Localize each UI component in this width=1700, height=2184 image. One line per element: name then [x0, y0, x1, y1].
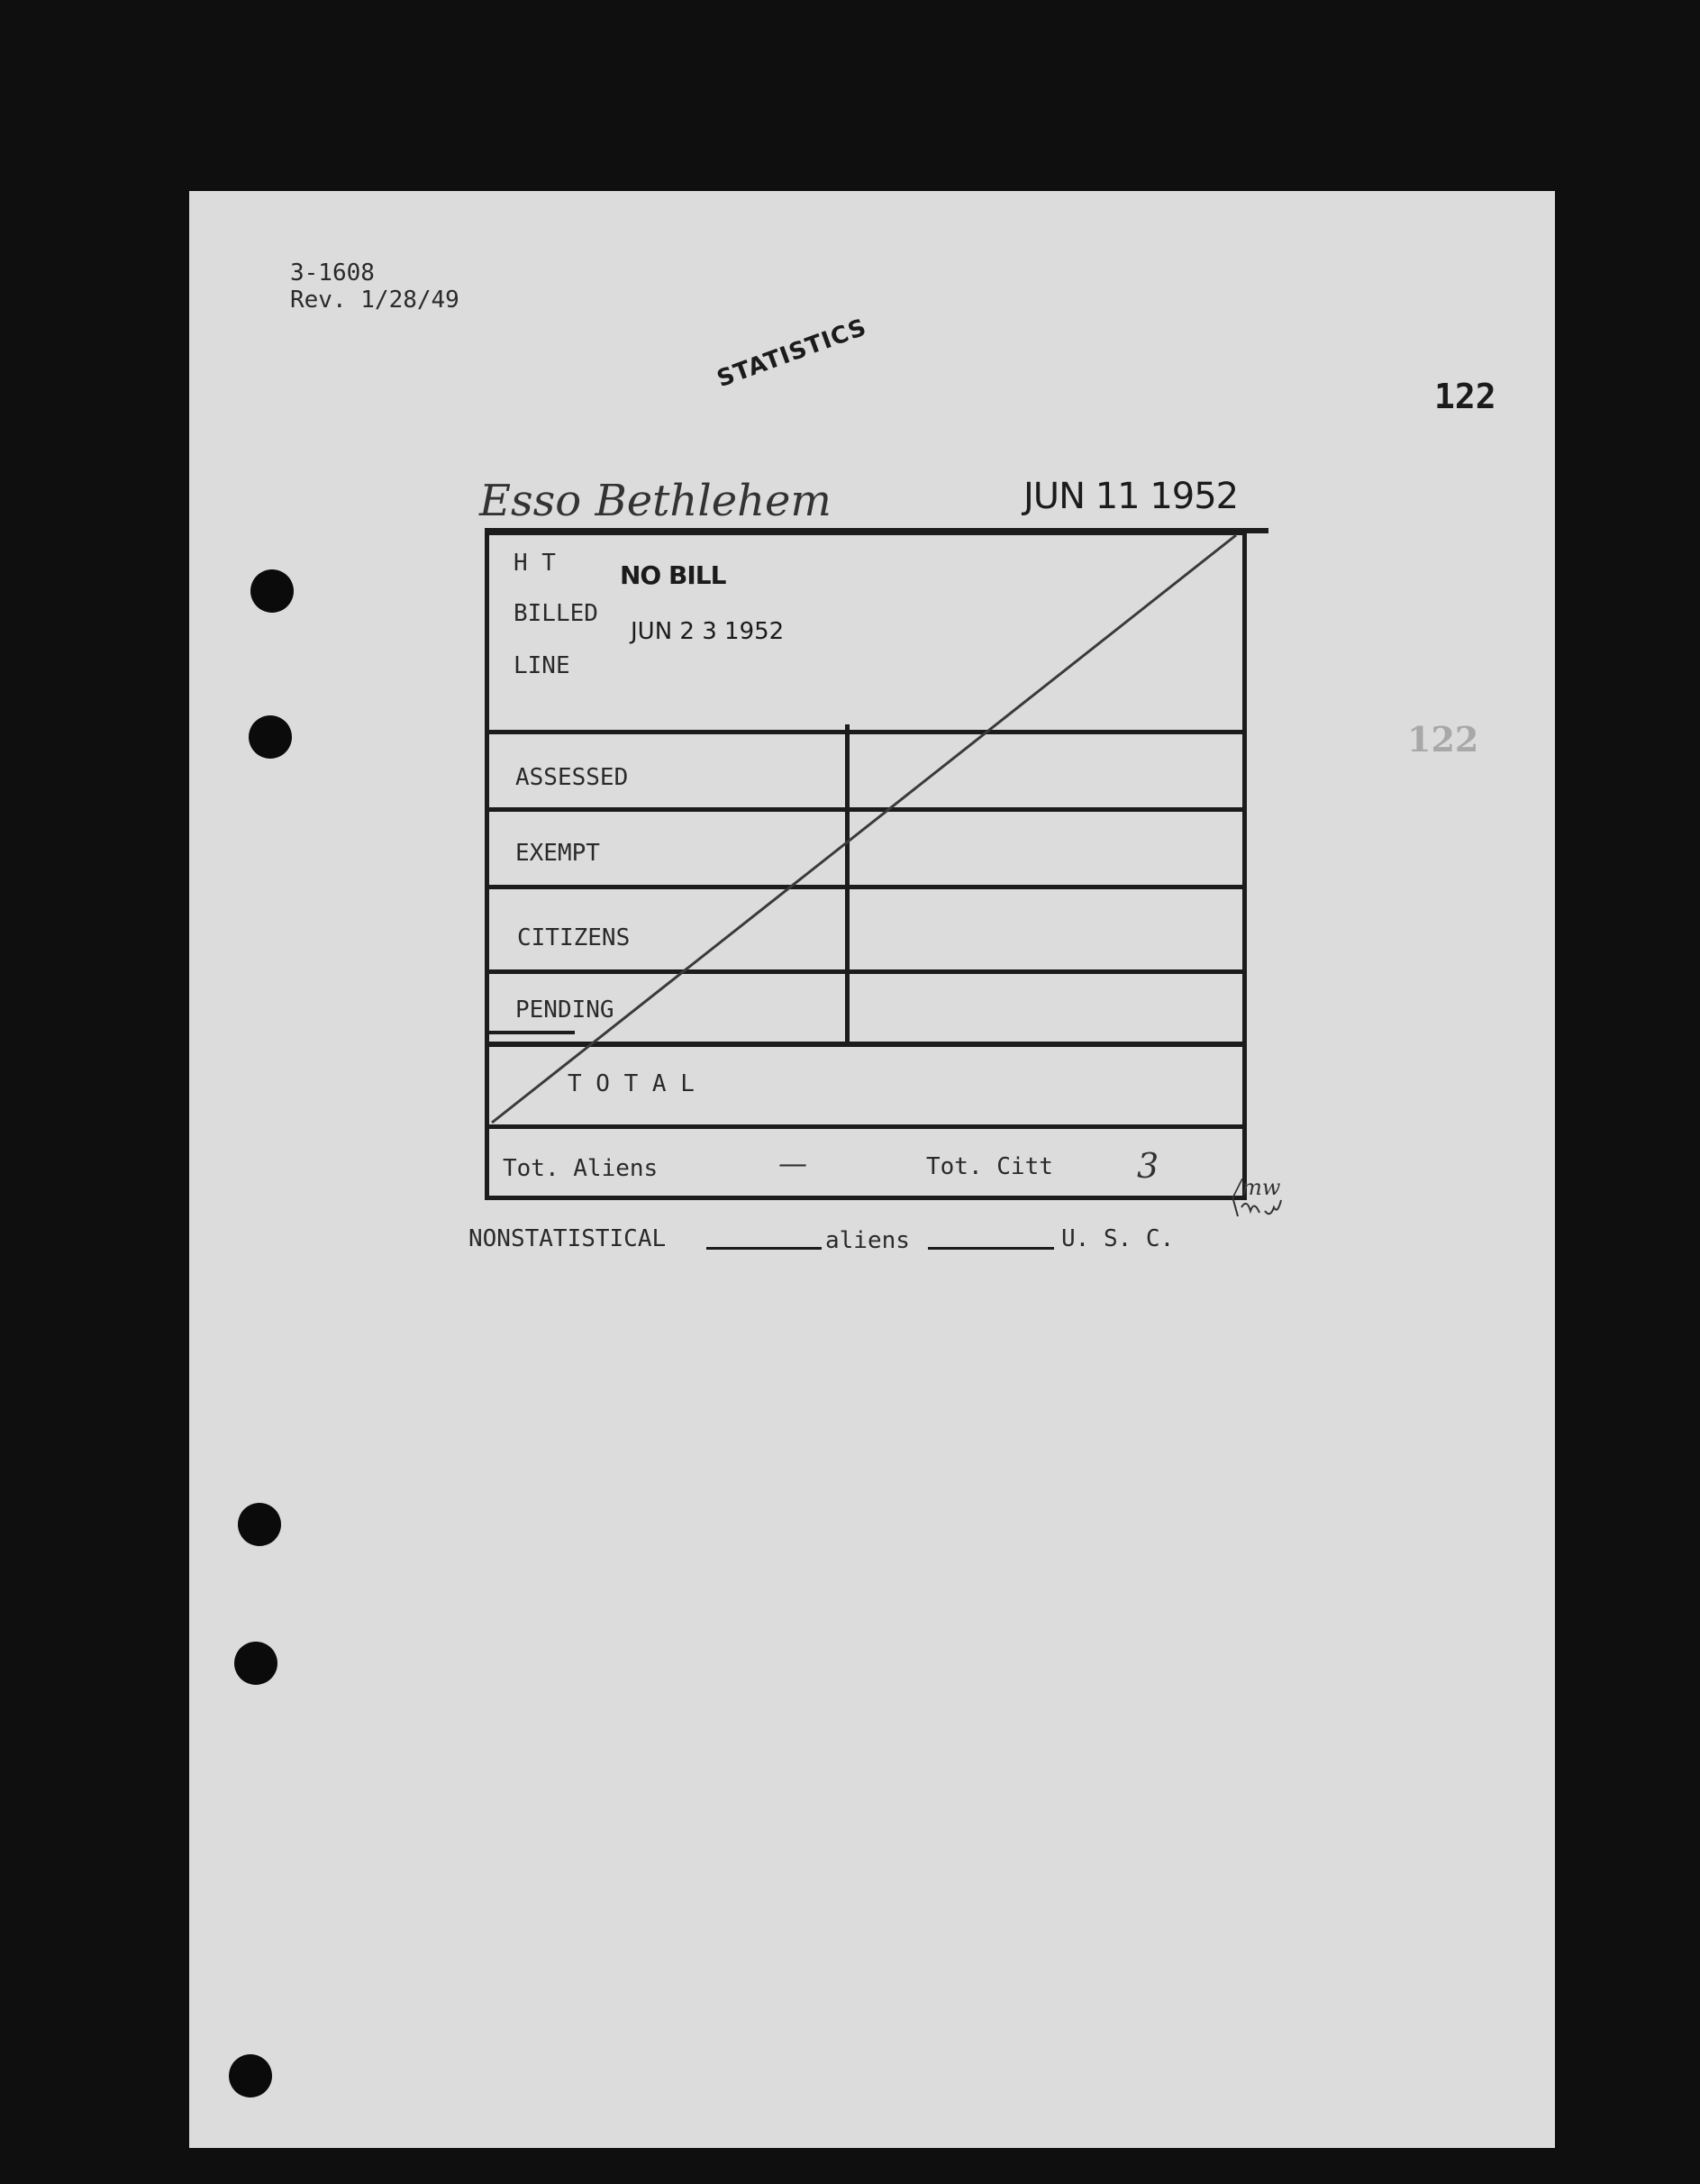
- nonstatistical-aliens-label: aliens: [825, 1227, 910, 1254]
- nonstatistical-usc-label: U. S. C.: [1061, 1225, 1175, 1252]
- cancel-diagonal-line: [189, 191, 1555, 1272]
- no-bill-date-stamp: JUN 2 3 1952: [631, 618, 785, 645]
- page-number: 122: [1434, 377, 1496, 416]
- nonstatistical-label: NONSTATISTICAL: [468, 1225, 667, 1252]
- no-bill-stamp: NO BILL: [620, 560, 726, 590]
- received-date-stamp: JUN 11 1952: [1023, 476, 1239, 517]
- line-label: LINE: [514, 652, 570, 679]
- total-citizens-value: 3: [1137, 1146, 1159, 1186]
- form-revision: Rev. 1/28/49: [290, 287, 459, 314]
- punch-hole: [238, 1503, 281, 1546]
- row-label-exempt: EXEMPT: [515, 840, 600, 867]
- billed-label: BILLED: [514, 600, 598, 627]
- punch-hole: [234, 1642, 277, 1685]
- document-page: [189, 191, 1555, 2148]
- blank-line: [928, 1247, 1054, 1250]
- ht-label: H T: [514, 550, 556, 577]
- page-number-faint: 122: [1407, 719, 1479, 760]
- punch-hole: [229, 2054, 272, 2098]
- clerk-initials: /mw: [1234, 1175, 1281, 1200]
- underline-mark: [488, 1031, 575, 1034]
- statistics-stamp: STATISTICS: [714, 314, 871, 394]
- total-aliens-label: Tot. Aliens: [503, 1155, 659, 1182]
- total-label: T O T A L: [568, 1070, 695, 1097]
- row-label-citizens: CITIZENS: [517, 924, 631, 951]
- total-aliens-value: —: [778, 1146, 807, 1180]
- form-number: 3-1608: [290, 259, 375, 287]
- total-citizens-label: Tot. Citt: [926, 1153, 1053, 1180]
- blank-line: [706, 1247, 822, 1250]
- row-label-assessed: ASSESSED: [515, 764, 629, 791]
- vessel-name: Esso Bethlehem: [479, 476, 832, 526]
- row-label-pending: PENDING: [515, 996, 614, 1024]
